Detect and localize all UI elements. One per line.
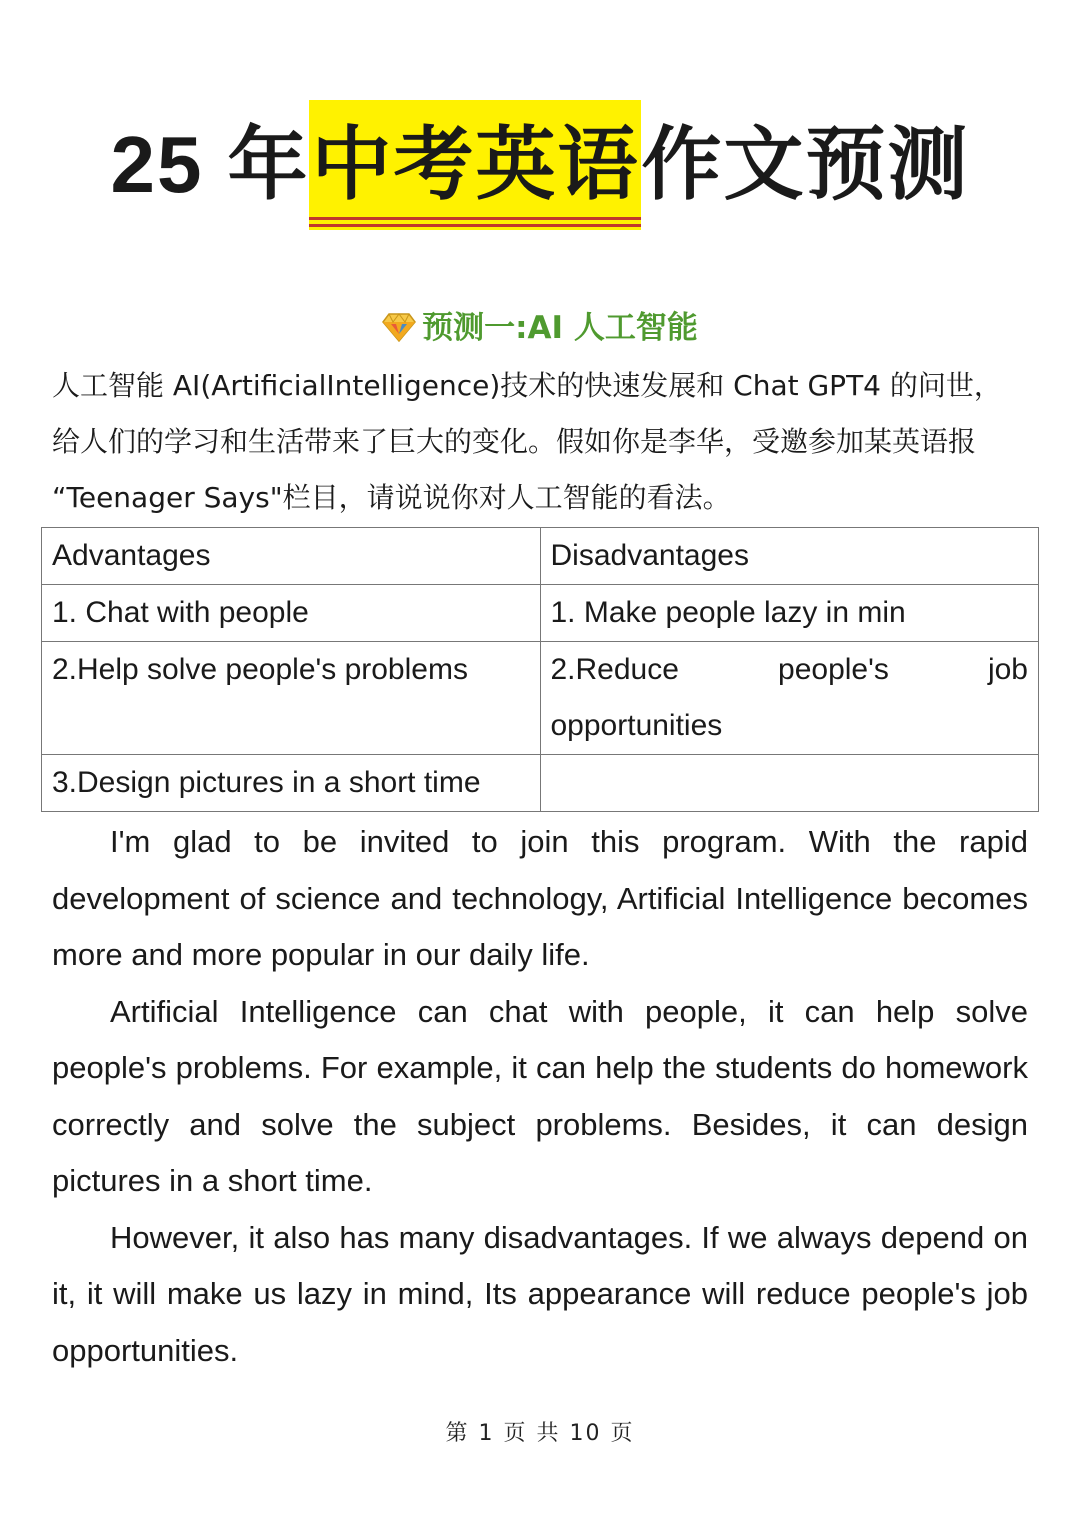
pros-cons-table (41, 527, 1039, 812)
cell-first-line (551, 642, 1029, 698)
table-row (42, 755, 1039, 812)
cell-word: 2.Reduce (550, 653, 679, 686)
section-heading-text: 预测一:AI 人工智能 (422, 310, 698, 346)
cell-word: job (987, 653, 1028, 686)
title-year: 25 (110, 120, 204, 209)
table-cell: 1. Chat with people (42, 585, 541, 642)
title-highlight: 中考英语 (309, 100, 641, 230)
table-cell (540, 755, 1039, 812)
prompt-line: “Teenager Says"栏目，请说说你对人工智能的看法。 (52, 481, 731, 514)
table-cell (540, 642, 1039, 755)
prompt-line: 给人们的学习和生活带来了巨大的变化。假如你是李华，受邀参加某英语报 (52, 425, 977, 458)
table-cell: 2.Help solve people's problems (42, 642, 541, 755)
table-row (42, 585, 1039, 642)
prompt-line: 人工智能 AI(ArtificialIntelligence)技术的快速发展和 Chat GPT4 的问世， (52, 369, 1002, 402)
table-row (42, 642, 1039, 755)
title-prefix: 年 (227, 118, 310, 211)
table-cell: 3.Design pictures in a short time (42, 755, 541, 812)
section-heading (0, 304, 1080, 356)
title-suffix: 作文预测 (641, 118, 970, 211)
essay-paragraph: However, it also has many disadvantages. If we always depend on it, it will make us lazy in mind, Its appearance will reduce people's job opportunities. (52, 1219, 1028, 1368)
page-title (0, 100, 1080, 230)
essay-paragraph: Artificial Intelligence can chat with people, it can help solve people's problems. For example, it can help the students do homework correctly and solve the subject problems. Besides, it can design pictures in a short time. (52, 993, 1028, 1198)
prompt-text (52, 358, 1042, 526)
cell-second-line: opportunities (550, 709, 723, 742)
table-cell: 1. Make people lazy in min (540, 585, 1039, 642)
cell-word: people's (778, 653, 889, 686)
table-header-cell: Disadvantages (540, 528, 1039, 585)
diamond-icon (382, 308, 416, 356)
essay-body (52, 814, 1028, 1379)
table-header-cell: Advantages (42, 528, 541, 585)
table-header-row (42, 528, 1039, 585)
essay-paragraph: I'm glad to be invited to join this program. With the rapid development of science and technology, Artificial Intelligence becomes more and more popular in our daily life. (52, 824, 1028, 972)
page-footer: 第 1 页 共 10 页 (445, 1421, 635, 1446)
